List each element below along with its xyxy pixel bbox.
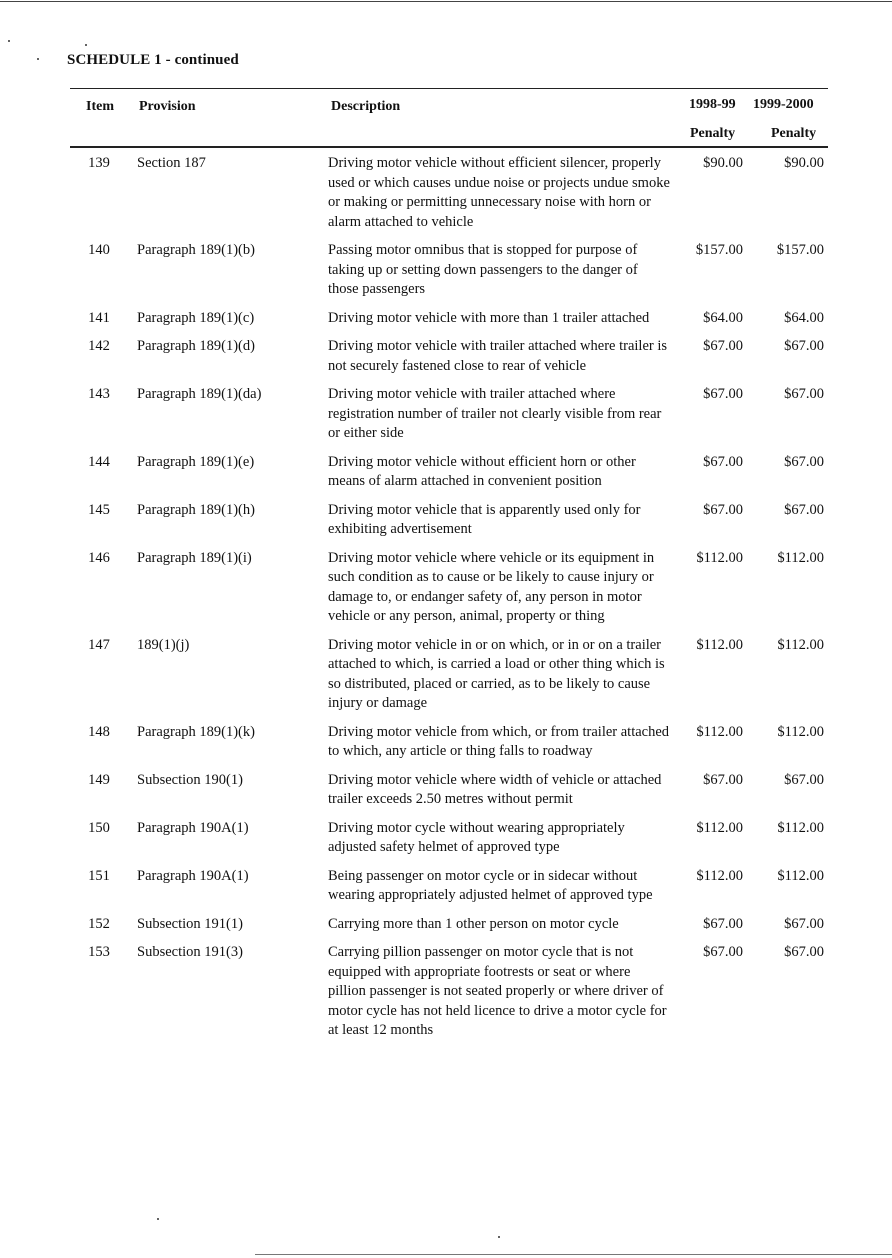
provision: Paragraph 189(1)(h) <box>137 501 255 518</box>
provision: Subsection 190(1) <box>137 771 243 788</box>
penalty-1998: $112.00 <box>696 867 743 884</box>
penalty-1998: $112.00 <box>696 549 743 566</box>
penalty-1998: $67.00 <box>703 501 743 518</box>
description: Driving motor vehicle with more than 1 trailer attached <box>328 309 650 326</box>
penalty-1999: $112.00 <box>777 723 824 740</box>
penalty-table <box>70 88 828 1050</box>
penalty-1998: $67.00 <box>703 453 743 470</box>
table-row <box>70 771 828 810</box>
description: Driving motor cycle without wearing appropriately adjusted safety helmet of approved type <box>328 819 625 855</box>
header-item: Item <box>86 99 114 114</box>
provision: Paragraph 189(1)(da) <box>137 386 262 402</box>
table-row <box>70 549 828 627</box>
penalty-1998: $64.00 <box>703 309 743 326</box>
provision: Paragraph 189(1)(i) <box>137 549 252 566</box>
penalty-1999: $67.00 <box>784 386 824 402</box>
description: Passing motor omnibus that is stopped for purpose of taking up or setting down passengers to the danger of those passengers <box>328 242 638 297</box>
description: Driving motor vehicle from which, or from trailer attached to which, any article or thing falls to roadway <box>328 723 670 759</box>
description: Driving motor vehicle without efficient silencer, properly used or which causes undue noise or projects undue smoke or making or permitting unnecessary noise with horn or alarm attached to vehicle <box>328 155 670 230</box>
bottom-rule <box>255 1254 892 1255</box>
header-provision: Provision <box>139 99 196 114</box>
table-row <box>70 867 828 906</box>
penalty-1999: $64.00 <box>784 309 824 326</box>
table-row <box>70 723 828 762</box>
scan-speck <box>157 1218 159 1220</box>
description: Being passenger on motor cycle or in sidecar without wearing appropriately adjusted helmet of approved type <box>328 867 653 903</box>
item-number: 145 <box>88 501 110 518</box>
table-row <box>70 819 828 858</box>
penalty-1999: $112.00 <box>777 819 824 836</box>
table-row <box>70 943 828 1041</box>
item-number: 146 <box>88 549 110 566</box>
description: Carrying pillion passenger on motor cycle that is not equipped with appropriate footrests or seat or where pillion passenger is not seated properly or where driver of motor cycle has not held licence to drive a motor cycle for at least 12 months <box>328 944 667 1038</box>
penalty-1998: $112.00 <box>696 819 743 836</box>
description: Driving motor vehicle where width of vehicle or attached trailer exceeds 2.50 metres without permit <box>328 771 662 807</box>
description: Driving motor vehicle with trailer attached where trailer is not securely fastened close to rear of vehicle <box>328 338 668 374</box>
header-year-1999: 1999-2000 <box>753 97 814 112</box>
penalty-1998: $67.00 <box>703 338 743 354</box>
description: Driving motor vehicle that is apparently used only for exhibiting advertisement <box>328 501 641 537</box>
table-row <box>70 636 828 714</box>
table-row <box>70 915 828 935</box>
provision: Paragraph 189(1)(d) <box>137 338 255 354</box>
provision: Paragraph 189(1)(e) <box>137 453 255 470</box>
penalty-1998: $67.00 <box>703 771 743 788</box>
scan-speck <box>8 40 10 42</box>
item-number: 150 <box>88 819 110 836</box>
table-row <box>70 154 828 232</box>
header-penalty-1998: Penalty <box>690 126 736 141</box>
item-number: 142 <box>88 338 110 354</box>
penalty-1998: $90.00 <box>703 155 743 171</box>
item-number: 140 <box>88 242 110 258</box>
penalty-1998: $112.00 <box>696 723 743 740</box>
penalty-1998: $67.00 <box>703 915 743 932</box>
penalty-1998: $157.00 <box>695 242 743 258</box>
description: Carrying more than 1 other person on motor cycle <box>328 915 619 932</box>
header-year-1998: 1998-99 <box>689 97 736 112</box>
provision: Paragraph 190A(1) <box>137 867 249 884</box>
table-row <box>70 453 828 492</box>
table-row <box>70 501 828 540</box>
item-number: 153 <box>88 944 110 960</box>
penalty-1999: $67.00 <box>784 453 824 470</box>
table-row <box>70 385 828 444</box>
penalty-1999: $157.00 <box>776 242 824 258</box>
table-row <box>70 309 828 329</box>
header-description: Description <box>331 99 401 114</box>
provision: Section 187 <box>137 155 206 171</box>
penalty-1999: $112.00 <box>777 636 824 653</box>
penalty-1998: $67.00 <box>703 944 743 960</box>
schedule-title: SCHEDULE 1 - continued <box>67 52 239 68</box>
scan-speck <box>37 58 39 60</box>
table-row <box>70 337 828 376</box>
provision: Paragraph 189(1)(b) <box>137 242 255 258</box>
item-number: 143 <box>88 386 110 402</box>
item-number: 152 <box>88 915 110 932</box>
penalty-1999: $67.00 <box>784 501 824 518</box>
top-rule <box>0 1 892 2</box>
item-number: 144 <box>88 453 110 470</box>
item-number: 147 <box>88 636 110 653</box>
description: Driving motor vehicle without efficient horn or other means of alarm attached in convenient position <box>328 453 636 489</box>
penalty-1999: $90.00 <box>784 155 824 171</box>
item-number: 139 <box>88 155 110 171</box>
penalty-1998: $112.00 <box>696 636 743 653</box>
provision: Paragraph 190A(1) <box>137 819 249 836</box>
provision: 189(1)(j) <box>137 636 190 653</box>
scan-speck <box>85 44 87 46</box>
provision: Subsection 191(3) <box>137 944 243 960</box>
provision: Paragraph 189(1)(k) <box>137 723 255 740</box>
penalty-1999: $67.00 <box>784 771 824 788</box>
item-number: 151 <box>88 867 110 884</box>
provision: Subsection 191(1) <box>137 915 243 932</box>
item-number: 148 <box>88 723 110 740</box>
table-header <box>70 89 828 146</box>
penalty-1998: $67.00 <box>703 386 743 402</box>
header-penalty-1999: Penalty <box>771 126 817 141</box>
description: Driving motor vehicle where vehicle or its equipment in such condition as to cause or be likely to cause injury or damage to, or endanger safety of, any person in motor vehicle or any person, animal, property or thing <box>328 549 655 624</box>
scan-speck <box>498 1236 500 1238</box>
penalty-1999: $67.00 <box>784 944 824 960</box>
penalty-1999: $112.00 <box>777 867 824 884</box>
penalty-1999: $67.00 <box>784 915 824 932</box>
penalty-1999: $67.00 <box>784 338 824 354</box>
penalty-1999: $112.00 <box>777 549 824 566</box>
provision: Paragraph 189(1)(c) <box>137 309 255 326</box>
item-number: 149 <box>88 771 110 788</box>
item-number: 141 <box>88 309 110 326</box>
description: Driving motor vehicle in or on which, or in or on a trailer attached to which, is carried a load or other thing which is so distributed, placed or carried, as to be likely to cause injury or damage <box>328 636 665 711</box>
table-row <box>70 241 828 300</box>
description: Driving motor vehicle with trailer attached where registration number of trailer not clearly visible from rear or either side <box>328 386 662 441</box>
